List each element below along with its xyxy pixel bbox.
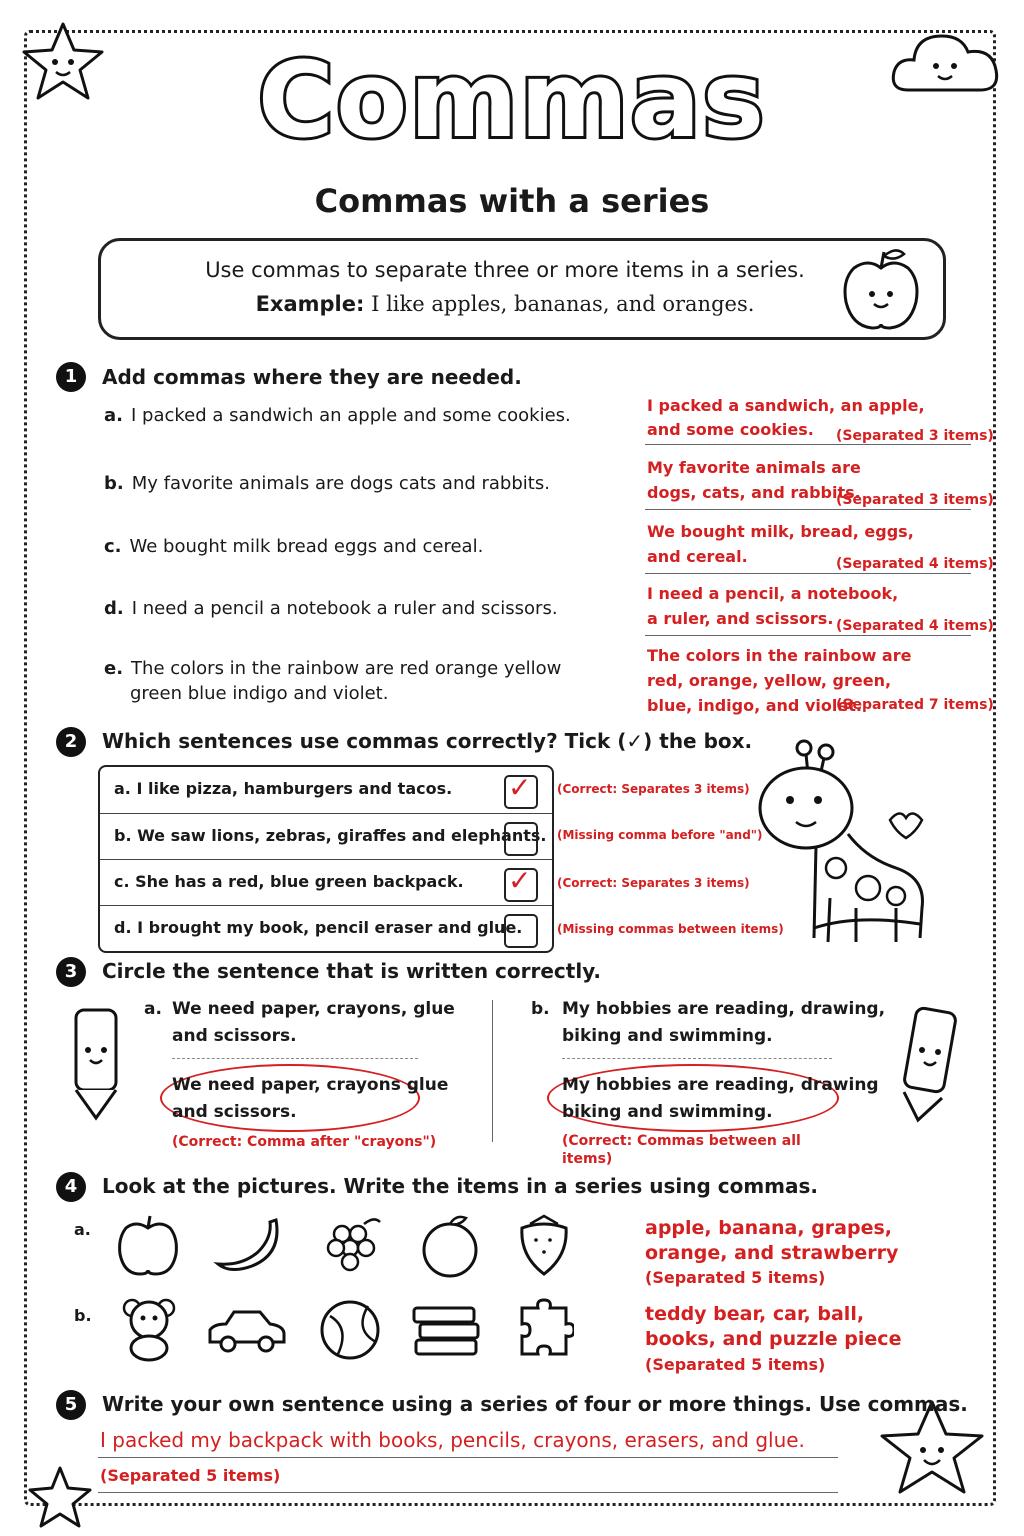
apple-icon bbox=[116, 1212, 180, 1278]
s3-b-line2: biking and swimming. bbox=[562, 1026, 773, 1046]
answer-line bbox=[645, 509, 971, 510]
strawberry-icon bbox=[516, 1212, 572, 1278]
item-letter: b. bbox=[104, 473, 124, 494]
answer-line bbox=[645, 573, 971, 574]
item-text: I packed a sandwich an apple and some cookies. bbox=[130, 405, 571, 426]
s3-a-circled2: and scissors. bbox=[172, 1102, 297, 1122]
s1-answer-b-2: dogs, cats, and rabbits. bbox=[647, 483, 861, 502]
row-note: (Correct: Separates 3 items) bbox=[557, 876, 750, 890]
s1-answer-b-1: My favorite animals are bbox=[647, 458, 861, 477]
s1-note-a: (Separated 3 items) bbox=[836, 428, 994, 444]
row-note: (Correct: Separates 3 items) bbox=[557, 782, 750, 796]
rule-box bbox=[98, 238, 946, 340]
rule-text: Use commas to separate three or more items in a series. bbox=[205, 258, 805, 282]
item-letter: c. bbox=[104, 536, 122, 557]
s1-item-c bbox=[104, 534, 483, 560]
row-sentence: b. We saw lions, zebras, giraffes and elephants. bbox=[114, 826, 547, 845]
s4-a-note: (Separated 5 items) bbox=[645, 1268, 826, 1287]
s3-a-circled1: We need paper, crayons glue bbox=[172, 1075, 449, 1095]
teddy-bear-icon bbox=[118, 1296, 180, 1362]
section1-number: 1 bbox=[56, 362, 86, 392]
item-text: We bought milk bread eggs and cereal. bbox=[129, 536, 484, 557]
section2-title: Which sentences use commas correctly? Tick (✓) the box. bbox=[102, 729, 753, 753]
page-subtitle: Commas with a series bbox=[314, 182, 710, 220]
item-text: I need a pencil a notebook a ruler and scissors. bbox=[131, 598, 558, 619]
s1-answer-d-2: a ruler, and scissors. bbox=[647, 609, 834, 628]
row-sentence: c. She has a red, blue green backpack. bbox=[114, 872, 464, 891]
car-icon bbox=[206, 1306, 288, 1356]
s1-item-e bbox=[104, 656, 561, 682]
section4-title: Look at the pictures. Write the items in a series using commas. bbox=[102, 1174, 819, 1198]
s4-b-answer1: teddy bear, car, ball, bbox=[645, 1303, 865, 1325]
check-mark-icon: ✓ bbox=[508, 864, 532, 897]
s5-note: (Separated 5 items) bbox=[100, 1466, 281, 1485]
grapes-icon bbox=[324, 1212, 384, 1278]
s1-answer-e-2: red, orange, yellow, green, bbox=[647, 671, 892, 690]
table-row bbox=[100, 767, 552, 813]
checkbox[interactable] bbox=[504, 822, 538, 856]
divider bbox=[562, 1058, 832, 1059]
table-row bbox=[100, 813, 552, 860]
s1-note-e: (Separated 7 items) bbox=[836, 697, 994, 713]
item-text: My favorite animals are dogs cats and rabbits. bbox=[131, 473, 550, 494]
s1-answer-c-2: and cereal. bbox=[647, 547, 748, 566]
s1-note-d: (Separated 4 items) bbox=[836, 618, 994, 634]
apple-face-icon bbox=[838, 244, 924, 334]
item-letter: d. bbox=[104, 598, 124, 619]
s4-b-answer2: books, and puzzle piece bbox=[645, 1328, 902, 1350]
s1-answer-e-1: The colors in the rainbow are bbox=[647, 646, 912, 665]
s3-a-line2: and scissors. bbox=[172, 1026, 297, 1046]
row-note: (Missing commas between items) bbox=[557, 922, 784, 936]
section5-number: 5 bbox=[56, 1390, 86, 1420]
books-icon bbox=[410, 1300, 484, 1360]
table-row bbox=[100, 905, 552, 952]
s3-b-note2: items) bbox=[562, 1151, 613, 1167]
answer-line bbox=[98, 1492, 838, 1493]
example-text: I like apples, bananas, and oranges. bbox=[371, 292, 755, 316]
s1-note-b: (Separated 3 items) bbox=[836, 492, 994, 508]
check-mark-icon: ✓ bbox=[508, 771, 532, 804]
item-text: The colors in the rainbow are red orange yellow bbox=[131, 658, 562, 679]
pencil-face-icon bbox=[896, 1000, 966, 1130]
checkbox[interactable] bbox=[504, 864, 538, 902]
s4-a-answer2: orange, and strawberry bbox=[645, 1242, 899, 1264]
s4-a-letter: a. bbox=[74, 1220, 91, 1239]
s1-item-b bbox=[104, 471, 550, 497]
row-sentence: d. I brought my book, pencil eraser and glue. bbox=[114, 918, 523, 937]
section3-number: 3 bbox=[56, 957, 86, 987]
item-letter: e. bbox=[104, 658, 124, 679]
s4-a-answer1: apple, banana, grapes, bbox=[645, 1217, 893, 1239]
table-row bbox=[100, 859, 552, 906]
item-letter: a. bbox=[104, 405, 123, 426]
s4-b-letter: b. bbox=[74, 1306, 92, 1325]
banana-icon bbox=[212, 1214, 284, 1274]
s1-note-c: (Separated 4 items) bbox=[836, 556, 994, 572]
page-title: Commas bbox=[257, 39, 767, 161]
section4-number: 4 bbox=[56, 1172, 86, 1202]
row-sentence: a. I like pizza, hamburgers and tacos. bbox=[114, 779, 453, 798]
orange-icon bbox=[418, 1212, 482, 1278]
s3-a-line1: We need paper, crayons, glue bbox=[172, 999, 455, 1019]
tick-table bbox=[98, 765, 554, 953]
s3-b-circled1: My hobbies are reading, drawing bbox=[562, 1075, 879, 1095]
answer-line bbox=[645, 635, 971, 636]
s1-item-d bbox=[104, 596, 558, 622]
s4-b-note: (Separated 5 items) bbox=[645, 1355, 826, 1374]
s1-answer-a-2: and some cookies. bbox=[647, 420, 814, 439]
answer-line bbox=[98, 1457, 838, 1458]
giraffe-icon bbox=[756, 738, 956, 968]
s1-answer-a-1: I packed a sandwich, an apple, bbox=[647, 396, 925, 415]
pencil-face-icon bbox=[66, 1000, 136, 1130]
s1-item-e-line2: green blue indigo and violet. bbox=[130, 683, 389, 704]
s3-a-letter: a. bbox=[144, 999, 162, 1019]
s3-b-line1: My hobbies are reading, drawing, bbox=[562, 999, 886, 1019]
section1-title: Add commas where they are needed. bbox=[102, 365, 522, 389]
s5-answer: I packed my backpack with books, pencils, crayons, erasers, and glue. bbox=[100, 1428, 805, 1452]
small-star-icon bbox=[20, 1460, 110, 1530]
s3-b-letter: b. bbox=[531, 999, 550, 1019]
row-note: (Missing comma before "and") bbox=[557, 828, 763, 842]
s3-b-circled2: biking and swimming. bbox=[562, 1102, 773, 1122]
s1-answer-d-1: I need a pencil, a notebook, bbox=[647, 584, 899, 603]
example-label: Example: bbox=[255, 292, 365, 316]
s3-b-note1: (Correct: Commas between all bbox=[562, 1133, 801, 1149]
divider bbox=[172, 1058, 418, 1059]
checkbox[interactable] bbox=[504, 771, 538, 809]
checkbox[interactable] bbox=[504, 914, 538, 948]
section2-number: 2 bbox=[56, 727, 86, 757]
ball-icon bbox=[318, 1298, 382, 1362]
answer-line bbox=[645, 444, 971, 445]
puzzle-piece-icon bbox=[516, 1298, 574, 1362]
s3-a-note: (Correct: Comma after "crayons") bbox=[172, 1134, 437, 1150]
s1-item-a bbox=[104, 403, 571, 429]
rule-example bbox=[100, 292, 910, 316]
section5-title: Write your own sentence using a series of four or more things. Use commas. bbox=[102, 1392, 968, 1416]
s1-answer-c-1: We bought milk, bread, eggs, bbox=[647, 522, 914, 541]
s1-answer-e-3: blue, indigo, and violet. bbox=[647, 696, 862, 715]
divider bbox=[492, 1000, 493, 1142]
section3-title: Circle the sentence that is written correctly. bbox=[102, 959, 601, 983]
